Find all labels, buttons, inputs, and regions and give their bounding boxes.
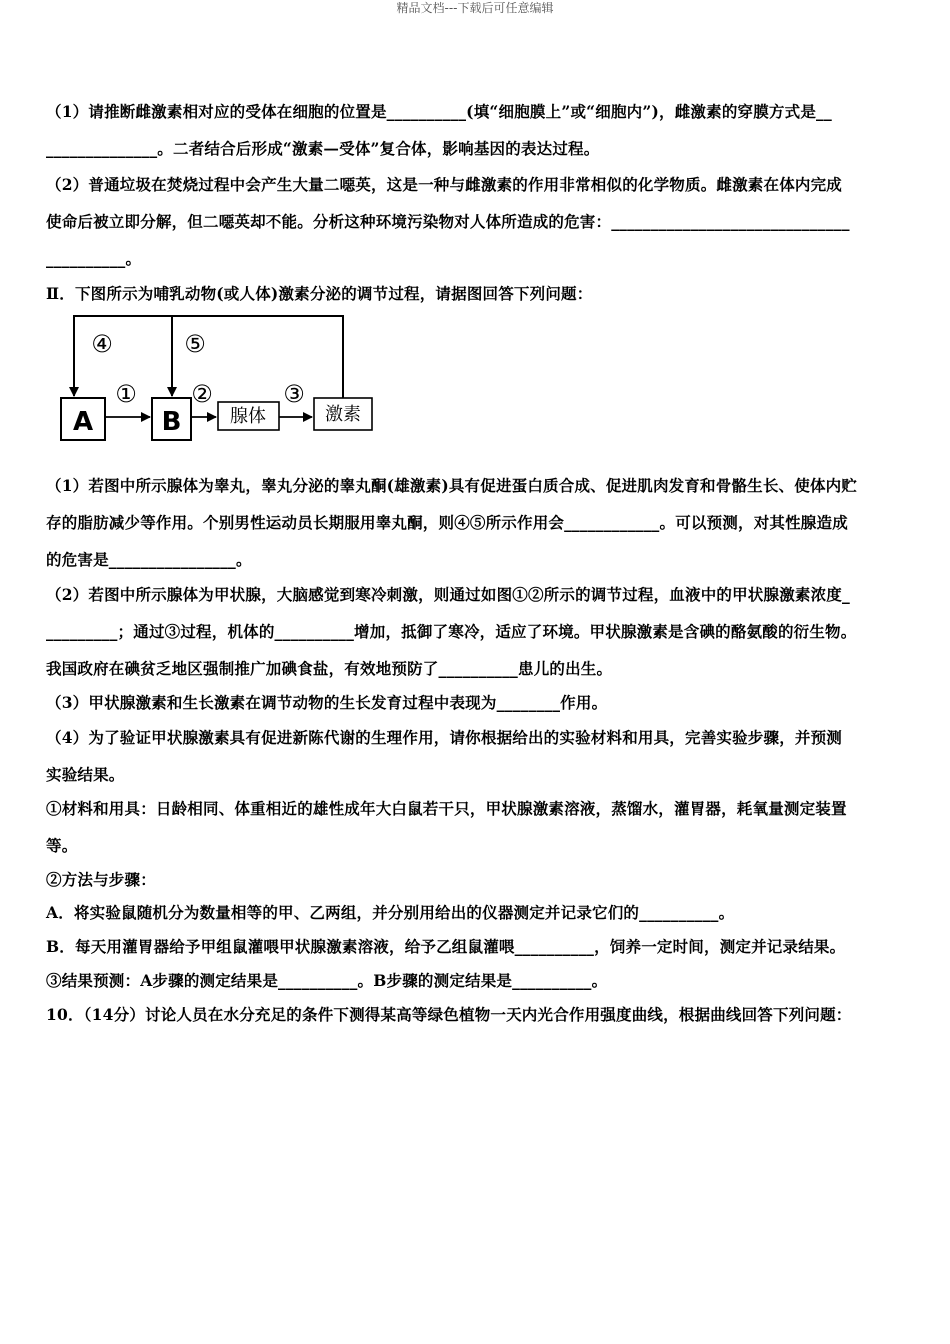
text-line: 实验结果。 bbox=[46, 765, 125, 784]
section-heading: Ⅱ．下图所示为哺乳动物(或人体)激素分泌的调节过程，请据图回答下列问题： bbox=[46, 284, 593, 303]
text-line: 我国政府在碘贫乏地区强制推广加碘食盐，有效地预防了__________患儿的出生。 bbox=[46, 659, 613, 678]
text-line: （2）若图中所示腺体为甲状腺，大脑感觉到寒冷刺激，则通过如图①②所示的调节过程，血液中的甲状腺激素浓度_ bbox=[46, 585, 850, 604]
text-line: ③结果预测：A步骤的测定结果是__________。B步骤的测定结果是__________。 bbox=[46, 971, 608, 990]
text-line: B．每天用灌胃器给予甲组鼠灌喂甲状腺激素溶液，给予乙组鼠灌喂__________，饲养一定时间，测定并记录结果。 bbox=[46, 937, 846, 956]
text-line: 使命后被立即分解，但二噁英却不能。分析这种环境污染物对人体所造成的危害：______________________________ bbox=[46, 212, 850, 231]
text-line: ①材料和用具：日龄相同、体重相近的雄性成年大白鼠若干只，甲状腺激素溶液，蒸馏水，灌胃器，耗氧量测定装置 bbox=[46, 799, 847, 818]
step-4-label: ④ bbox=[91, 330, 113, 358]
step-3-label: ③ bbox=[283, 380, 305, 408]
text-line: （1）若图中所示腺体为睾丸，睾丸分泌的睾丸酮(雄激素)具有促进蛋白质合成、促进肌肉发育和骨骼生长、使体内贮 bbox=[46, 476, 858, 495]
gland-label: 腺体 bbox=[230, 406, 266, 427]
step-1-label: ① bbox=[115, 380, 137, 408]
text-line: _________；通过③过程，机体的__________增加，抵御了寒冷，适应了环境。甲状腺激素是含碘的酪氨酸的衍生物。 bbox=[46, 622, 857, 641]
text-line: 的危害是________________。 bbox=[46, 550, 252, 569]
hormone-label: 激素 bbox=[325, 404, 361, 425]
question-heading: 10．（14分）讨论人员在水分充足的条件下测得某高等绿色植物一天内光合作用强度曲线，根据曲线回答下列问题： bbox=[46, 1005, 852, 1024]
box-a-label: A bbox=[72, 407, 94, 437]
text-line: A．将实验鼠随机分为数量相等的甲、乙两组，并分别用给出的仪器测定并记录它们的__________。 bbox=[46, 903, 735, 922]
page-header-watermark: 精品文档---下载后可任意编辑 bbox=[396, 1, 554, 15]
text-line: 等。 bbox=[46, 836, 78, 855]
step-2-label: ② bbox=[191, 380, 213, 408]
text-line: （2）普通垃圾在焚烧过程中会产生大量二噁英，这是一种与雌激素的作用非常相似的化学物质。雌激素在体内完成 bbox=[46, 175, 842, 194]
text-line: （3）甲状腺激素和生长激素在调节动物的生长发育过程中表现为________作用。 bbox=[46, 693, 608, 712]
step-5-label: ⑤ bbox=[184, 330, 206, 358]
text-line: __________。 bbox=[46, 249, 142, 268]
text-line: ______________。二者结合后形成“激素—受体”复合体，影响基因的表达过程。 bbox=[46, 139, 600, 158]
hormone-regulation-diagram bbox=[56, 312, 380, 447]
box-b-label: B bbox=[161, 407, 182, 437]
text-line: 存的脂肪减少等作用。个别男性运动员长期服用睾丸酮，则④⑤所示作用会____________。可以预测，对其性腺造成 bbox=[46, 513, 848, 532]
text-line: （4）为了验证甲状腺激素具有促进新陈代谢的生理作用，请你根据给出的实验材料和用具，完善实验步骤，并预测 bbox=[46, 728, 842, 747]
text-line: ②方法与步骤： bbox=[46, 870, 156, 889]
text-line: （1）请推断雌激素相对应的受体在细胞的位置是__________(填“细胞膜上”或“细胞内”)，雌激素的穿膜方式是__ bbox=[46, 102, 832, 121]
